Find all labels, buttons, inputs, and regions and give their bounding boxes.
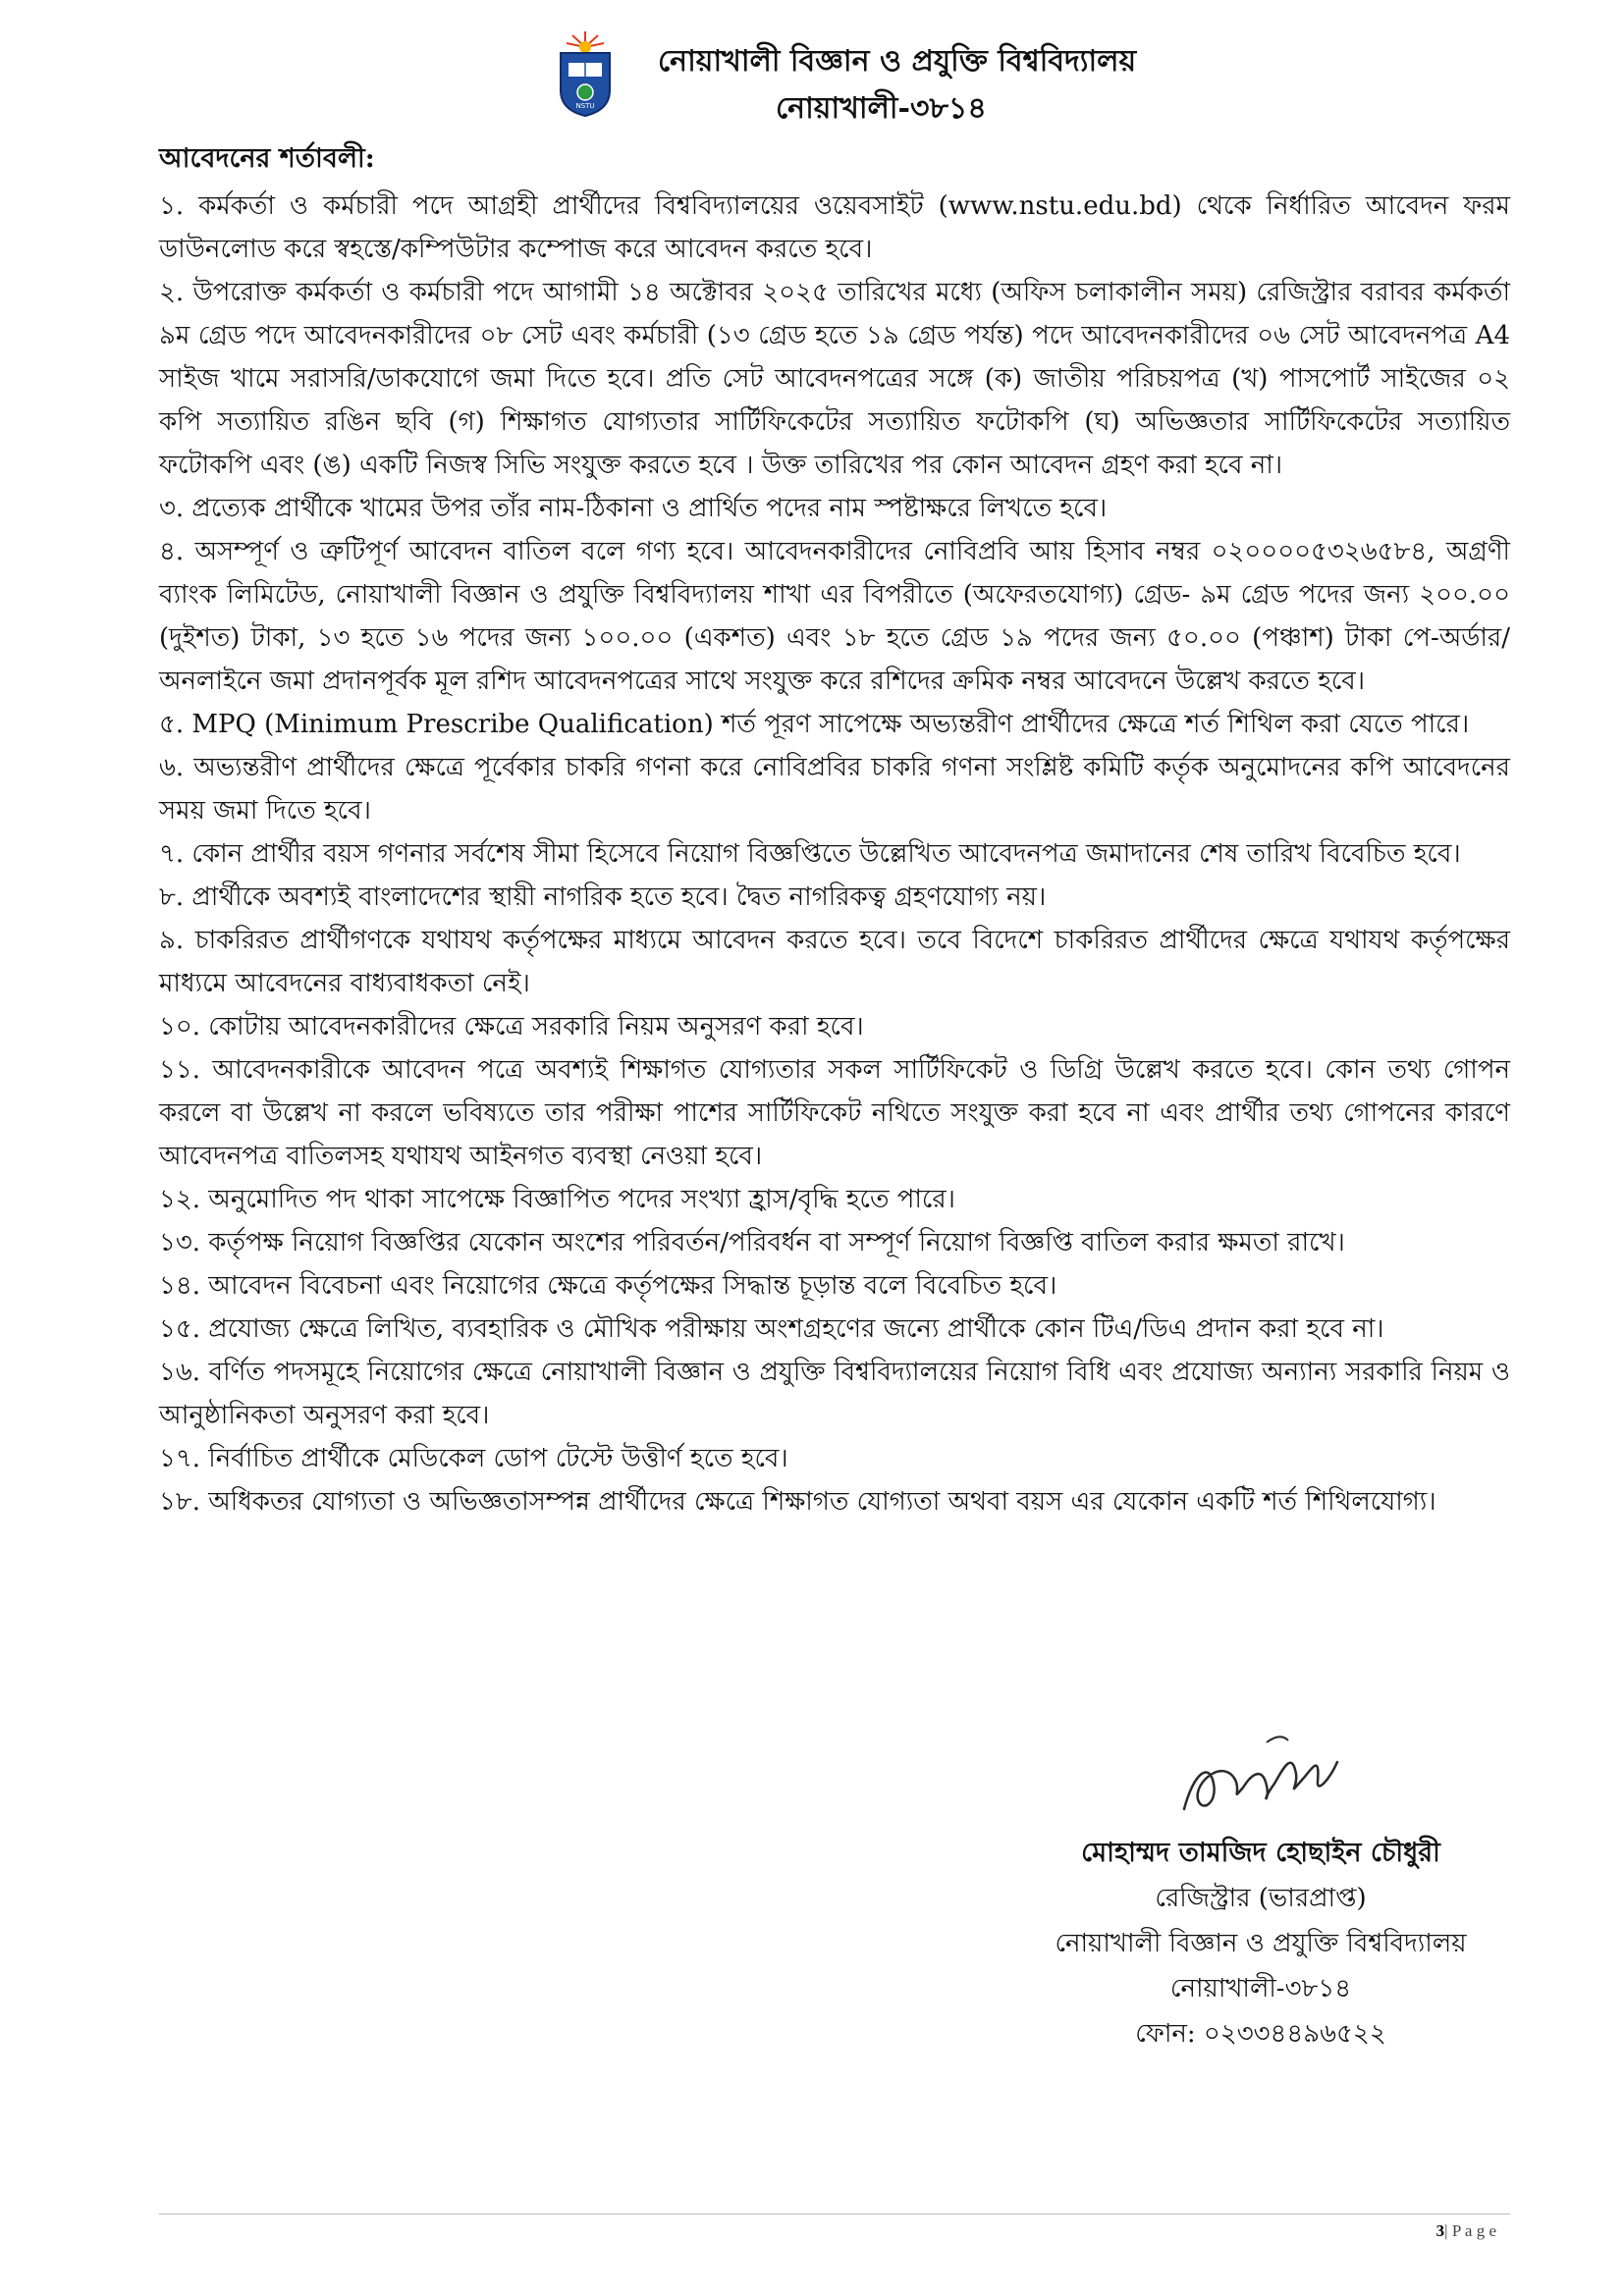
term-item: ৫. MPQ (Minimum Prescribe Qualification) শর্ত পূরণ সাপেক্ষে অভ্যন্তরীণ প্রার্থীদের ক্ষেত্রে শর্ত শিথিল করা যেতে পারে। [159,710,1470,739]
term-item: ১৪. আবেদন বিবেচনা এবং নিয়োগের ক্ষেত্রে কর্তৃপক্ষের সিদ্ধান্ত চূড়ান্ত বলে বিবেচিত হবে। [159,1271,1057,1301]
university-name: নোয়াখালী বিজ্ঞান ও প্রযুক্তি বিশ্ববিদ্যালয় [658,44,1137,79]
term-item: ১২. অনুমোদিত পদ থাকা সাপেক্ষে বিজ্ঞাপিত পদের সংখ্যা হ্রাস/বৃদ্ধি হতে পারে। [159,1185,955,1214]
footer-divider [159,2214,1510,2215]
letterhead [0,29,1624,147]
term-item: ১৮. অধিকতর যোগ্যতা ও অভিজ্ঞতাসম্পন্ন প্রার্থীদের ক্ষেত্রে শিক্ষাগত যোগ্যতা অথবা বয়স এর যেকোন একটি শর্ত শিথিলযোগ্য। [159,1487,1436,1517]
signatory-city: নোয়াখালী-৩৮১৪ [1169,1974,1352,2003]
term-item: ১০. কোটায় আবেদনকারীদের ক্ষেত্রে সরকারি নিয়ম অনুসরণ করা হবে। [159,1012,864,1041]
signature-block [1035,1723,1487,2056]
term-item: ৩. প্রত্যেক প্রার্থীকে খামের উপর তাঁর নাম-ঠিকানা ও প্রার্থিত পদের নাম স্পষ্টাক্ষরে লিখতে হবে। [159,494,1108,523]
signatory-organization: নোয়াখালী বিজ্ঞান ও প্রযুক্তি বিশ্ববিদ্যালয় [1055,1929,1467,1958]
signatory-name: মোহাম্মদ তামজিদ হোছাইন চৌধুরী [1081,1838,1440,1868]
signatory-phone: ফোন: ০২৩৩৪৪৯৬৫২২ [1135,2019,1386,2049]
term-item: ১৩. কর্তৃপক্ষ নিয়োগ বিজ্ঞপ্তির যেকোন অংশের পরিবর্তন/পরিবর্ধন বা সম্পূর্ণ নিয়োগ বিজ্ঞপ্তি বাতিল করার ক্ষমতা রাখে। [159,1228,1345,1257]
term-item: ১১. আবেদনকারীকে আবেদন পত্রে অবশ্যই শিক্ষাগত যোগ্যতার সকল সার্টিফিকেট ও ডিগ্রি উল্লেখ করতে হবে। কোন তথ্য গোপন করলে বা উল্লেখ না করলে ভবিষ্যতে তার পরীক্ষা পাশের সার্টিফিকেট নথিতে সংযুক্ত করা হবে না এবং প্রার্থীর তথ্য গোপনের কারণে আবেদনপত্র বাতিলসহ যথাযথ আইনগত ব্যবস্থা নেওয়া হবে। [159,1055,1510,1171]
page-footer [1436,2221,1496,2241]
university-city: নোয়াখালী-৩৮১৪ [776,91,987,126]
term-item: ২. উপরোক্ত কর্মকর্তা ও কর্মচারী পদে আগামী ১৪ অক্টোবর ২০২৫ তারিখের মধ্যে (অফিস চলাকালীন সময়) রেজিস্ট্রার বরাবর কর্মকর্তা ৯ম গ্রেড পদে আবেদনকারীদের ০৮ সেট এবং কর্মচারী (১৩ গ্রেড হতে ১৯ গ্রেড পর্যন্ত) পদে আবেদনকারীদের ০৬ সেট আবেদনপত্র A4 সাইজ খামে সরাসরি/ডাকযোগে জমা দিতে হবে। প্রতি সেট আবেদনপত্রের সঙ্গে (ক) জাতীয় পরিচয়পত্র (খ) পাসপোর্ট সাইজের ০২ কপি সত্যায়িত রঙিন ছবি (গ) শিক্ষাগত যোগ্যতার সার্টিফিকেটের সত্যায়িত ফটোকপি (ঘ) অভিজ্ঞতার সার্টিফিকেটের সত্যায়িত ফটোকপি এবং (ঙ) একটি নিজস্ব সিভি সংযুক্ত করতে হবে । উক্ত তারিখের পর কোন আবেদন গ্রহণ করা হবে না। [159,278,1510,480]
term-item: ৬. অভ্যন্তরীণ প্রার্থীদের ক্ষেত্রে পূর্বেকার চাকরি গণনা করে নোবিপ্রবির চাকরি গণনা সংশ্লিষ্ট কমিটি কর্তৃক অনুমোদনের কপি আবেদনের সময় জমা দিতে হবে। [159,753,1510,826]
term-item: ৭. কোন প্রার্থীর বয়স গণনার সর্বশেষ সীমা হিসেবে নিয়োগ বিজ্ঞপ্তিতে উল্লেখিত আবেদনপত্র জমাদানের শেষ তারিখ বিবেচিত হবে। [159,839,1461,869]
signatory-title: রেজিস্ট্রার (ভারপ্রাপ্ত) [1155,1884,1367,1913]
university-logo [555,29,616,118]
term-item: ১. কর্মকর্তা ও কর্মচারী পদে আগ্রহী প্রার্থীদের বিশ্ববিদ্যালয়ের ওয়েবসাইট (www.nstu.edu.bd) থেকে নির্ধারিত আবেদন ফরম ডাউনলোড করে স্বহস্তে/কম্পিউটার কম্পোজ করে আবেদন করতে হবে। [159,191,1510,264]
term-item: ৪. অসম্পূর্ণ ও ত্রুটিপূর্ণ আবেদন বাতিল বলে গণ্য হবে। আবেদনকারীদের নোবিপ্রবি আয় হিসাব নম্বর ০২০০০০৫৩২৬৫৮৪, অগ্রণী ব্যাংক লিমিটেড, নোয়াখালী বিজ্ঞান ও প্রযুক্তি বিশ্ববিদ্যালয় শাখা এর বিপরীতে (অফেরতযোগ্য) গ্রেড- ৯ম গ্রেড পদের জন্য ২০০.০০ (দুইশত) টাকা, ১৩ হতে ১৬ পদের জন্য ১০০.০০ (একশত) এবং ১৮ হতে গ্রেড ১৯ পদের জন্য ৫০.০০ (পঞ্চাশ) টাকা পে-অর্ডার/অনলাইনে জমা প্রদানপূর্বক মূল রশিদ আবেদনপত্রের সাথে সংযুক্ত করে রশিদের ক্রমিক নম্বর আবেদনে উল্লেখ করতে হবে। [159,537,1510,696]
page-label: | P a g e [1444,2221,1496,2240]
term-item: ১৬. বর্ণিত পদসমূহে নিয়োগের ক্ষেত্রে নোয়াখালী বিজ্ঞান ও প্রযুক্তি বিশ্ববিদ্যালয়ের নিয়োগ বিধি এবং প্রযোজ্য অন্যান্য সরকারি নিয়ম ও আনুষ্ঠানিকতা অনুসরণ করা হবে। [159,1358,1510,1430]
handwritten-signature [1172,1723,1349,1831]
term-item: ১৭. নির্বাচিত প্রার্থীকে মেডিকেল ডোপ টেস্টে উত্তীর্ণ হতে হবে। [159,1444,788,1473]
logo-text: NSTU [575,102,595,110]
term-item: ৮. প্রার্থীকে অবশ্যই বাংলাদেশের স্থায়ী নাগরিক হতে হবে। দ্বৈত নাগরিকত্ব গ্রহণযোগ্য নয়। [159,882,1047,912]
terms-heading: আবেদনের শর্তাবলী: [159,143,375,174]
page-number: 3 [1435,2221,1445,2240]
term-item: ১৫. প্রযোজ্য ক্ষেত্রে লিখিত, ব্যবহারিক ও মৌখিক পরীক্ষায় অংশগ্রহণের জন্যে প্রার্থীকে কোন টিএ/ডিএ প্রদান করা হবে না। [159,1314,1384,1344]
logo-sunburst [567,31,604,53]
term-item: ৯. চাকরিরত প্রার্থীগণকে যথাযথ কর্তৃপক্ষের মাধ্যমে আবেদন করতে হবে। তবে বিদেশে চাকরিরত প্রার্থীদের ক্ষেত্রে যথাযথ কর্তৃপক্ষের মাধ্যমে আবেদনের বাধ্যবাধকতা নেই। [159,926,1510,998]
terms-section [159,139,1510,1523]
logo-gear [577,84,593,100]
